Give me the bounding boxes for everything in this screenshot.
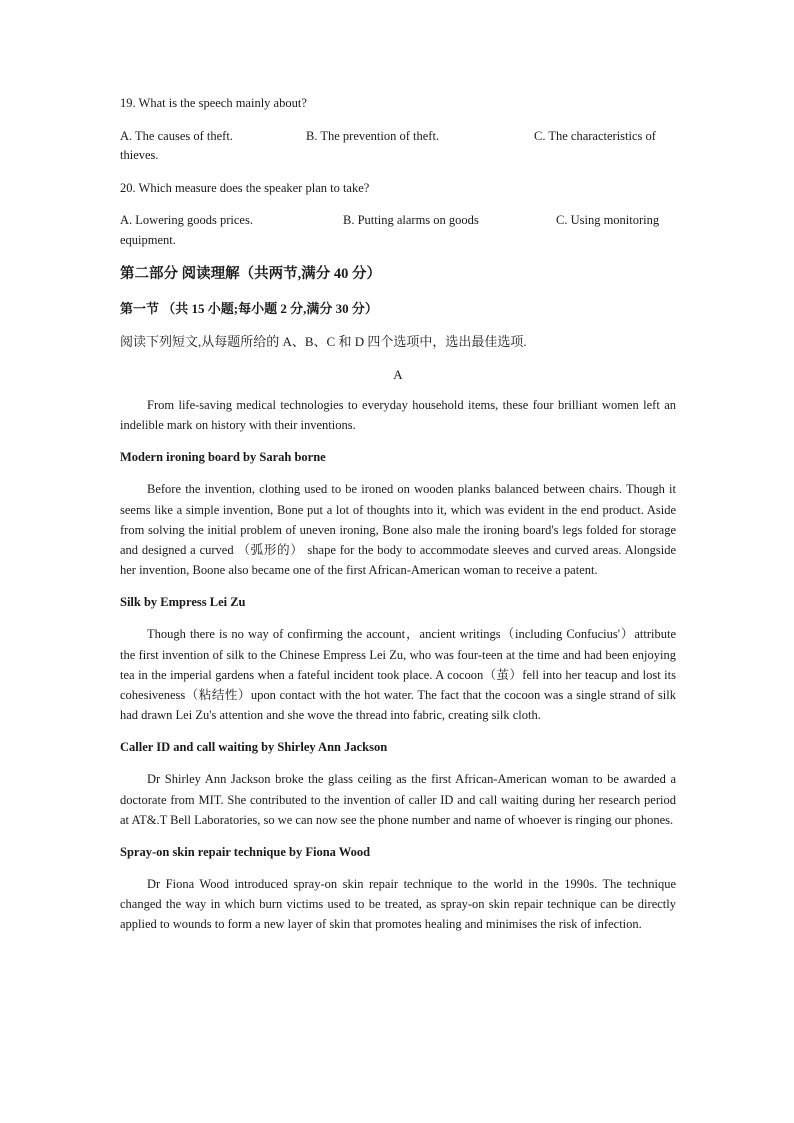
question-20-option-a[interactable]: A. Lowering goods prices. bbox=[120, 213, 253, 227]
question-19-options bbox=[120, 127, 676, 147]
reading-instruction: 阅读下列短文,从每题所给的 A、B、C 和 D 四个选项中，选出最佳选项. bbox=[120, 334, 527, 349]
exam-page bbox=[120, 94, 676, 947]
item-heading-caller-id: Caller ID and call waiting by Shirley Ann Jackson bbox=[120, 740, 388, 755]
question-20-option-c[interactable]: C. Using monitoring bbox=[556, 213, 660, 227]
item-body-spray-on-skin: Dr Fiona Wood introduced spray-on skin repair technique to the world in the 1990s. The technique changed the way in which burn victims used to be treated, as spray-on skin repair technique can be directly applied to wounds to form a new layer of skin that promotes healing and minimises the risk of infection. bbox=[120, 877, 676, 932]
question-20-stem: 20. Which measure does the speaker plan to take? bbox=[120, 180, 370, 195]
question-20-option-b[interactable]: B. Putting alarms on goods bbox=[343, 213, 479, 227]
item-heading-ironing-board: Modern ironing board by Sarah borne bbox=[120, 450, 326, 465]
item-heading-spray-on-skin: Spray-on skin repair technique by Fiona Wood bbox=[120, 845, 371, 860]
passage-intro: From life-saving medical technologies to everyday household items, these four brilliant women left an indelible mark on history with their inventions. bbox=[120, 398, 676, 433]
part-two-title: 第二部分 阅读理解（共两节,满分 40 分） bbox=[120, 266, 381, 282]
item-body-silk: Though there is no way of confirming the account，ancient writings（including Confucius'）attribute the first invention of silk to the Chinese Empress Lei Zu, who was four-teen at the time and had been enjoying tea in the imperial gardens when a fateful incident took place. A cocoon（茧）fell into her teacup and lost its cohesiveness（粘结性）upon contact with the hot water. The fact that the cocoon was a single strand of silk had drawn Lei Zu's attention and she wove the thread into fabric, creating silk cloth. bbox=[120, 627, 676, 723]
item-heading-silk: Silk by Empress Lei Zu bbox=[120, 595, 246, 610]
question-19-option-c[interactable]: C. The characteristics of bbox=[534, 128, 656, 143]
item-body-ironing-board: Before the invention, clothing used to be ironed on wooden planks balanced between chairs. Though it seems like a simple invention, Bone put a lot of thoughts into it, which was evident in the end product. Aside from solving the initial problem of uneven ironing, Bone also male the ironing board's legs folded for storage and designed a curved （弧形的） shape for the body to accommodate sleeves and curved areas. Alongside her invention, Boone also became one of the first African-American woman to receive a patent. bbox=[120, 482, 676, 578]
section-one-title: 第一节 （共 15 小题;每小题 2 分,满分 30 分） bbox=[120, 301, 378, 316]
question-19-option-b[interactable]: B. The prevention of theft. bbox=[306, 128, 440, 143]
question-19-option-c-tail: thieves. bbox=[120, 148, 159, 162]
question-19-stem: 19. What is the speech mainly about? bbox=[120, 96, 307, 110]
question-20-options bbox=[120, 211, 676, 231]
passage-label: A bbox=[393, 367, 403, 382]
question-20-option-c-tail: equipment. bbox=[120, 232, 176, 247]
item-body-caller-id: Dr Shirley Ann Jackson broke the glass ceiling as the first African-American woman to be awarded a doctorate from MIT. She contributed to the invention of caller ID and call waiting during her research period at AT&.T Bell Laboratories, so we can now see the phone number and name of whoever is ringing our phones. bbox=[120, 772, 676, 827]
question-19-option-a[interactable]: A. The causes of theft. bbox=[120, 128, 233, 143]
